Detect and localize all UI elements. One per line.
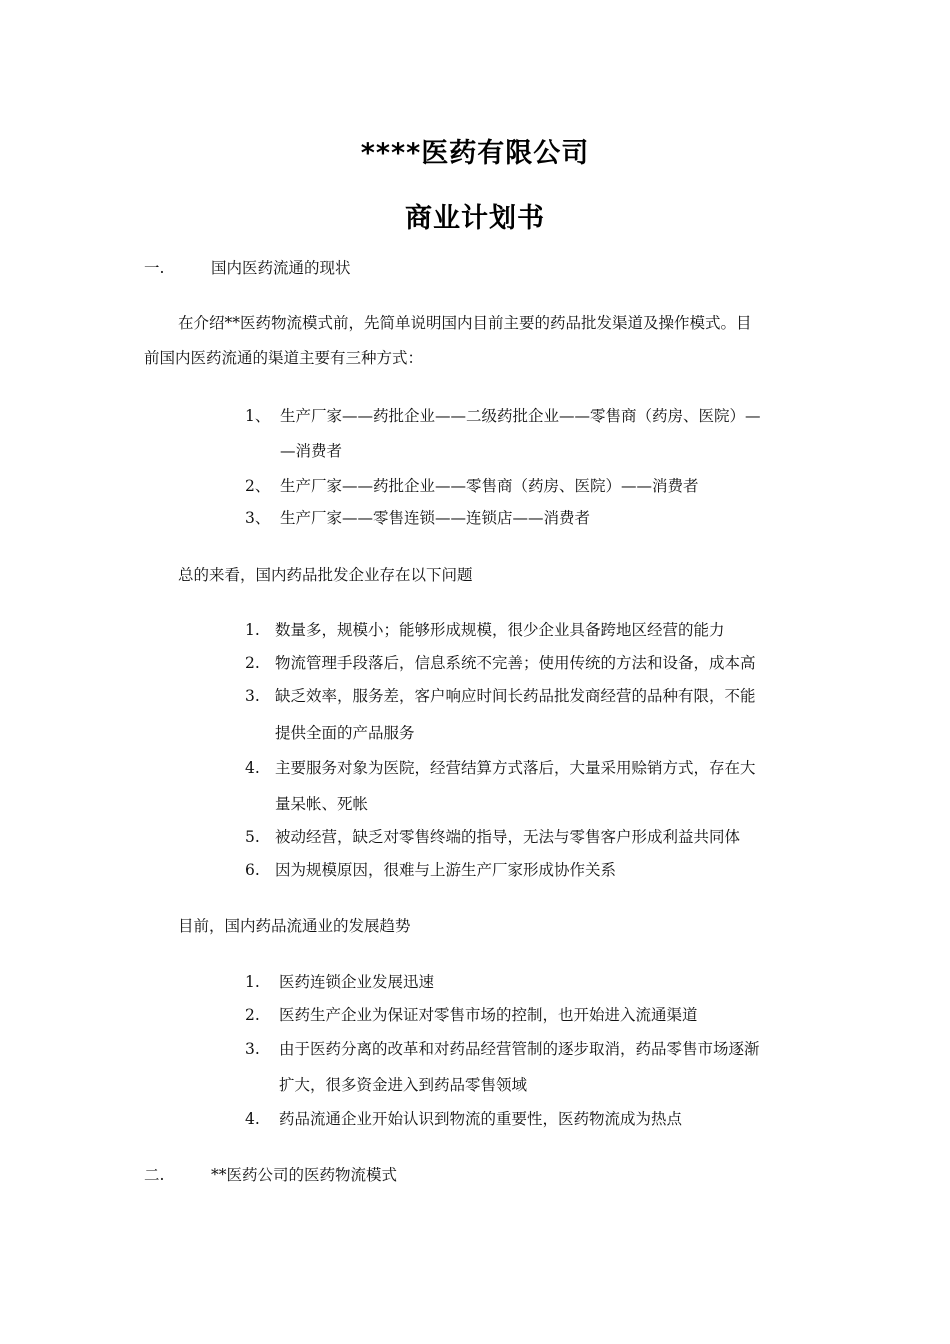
- problem-5-number: 5.: [245, 828, 260, 846]
- problem-3-number: 3.: [245, 687, 260, 705]
- intro-line-1: 在介绍**医药物流模式前，先简单说明国内目前主要的药品批发渠道及操作模式。目: [178, 314, 752, 332]
- problem-3-text: 缺乏效率，服务差，客户响应时间长药品批发商经营的品种有限，不能: [275, 687, 756, 705]
- channel-1-text-cont: —消费者: [280, 442, 343, 460]
- channel-2-text: 生产厂家——药批企业——零售商（药房、医院）——消费者: [280, 477, 699, 495]
- problem-3-text-cont: 提供全面的产品服务: [275, 724, 415, 742]
- channel-3-text: 生产厂家——零售连锁——连锁店——消费者: [280, 509, 591, 527]
- channel-3-number: 3、: [245, 509, 271, 527]
- section-2-heading: **医药公司的医药物流模式: [211, 1166, 398, 1184]
- problem-4-number: 4.: [245, 759, 260, 777]
- document-title: ****医药有限公司: [360, 138, 590, 169]
- channel-1-number: 1、: [245, 407, 271, 425]
- problem-5-text: 被动经营，缺乏对零售终端的指导，无法与零售客户形成利益共同体: [275, 828, 741, 846]
- trend-2-text: 医药生产企业为保证对零售市场的控制，也开始进入流通渠道: [279, 1006, 698, 1024]
- problem-4-text: 主要服务对象为医院，经营结算方式落后，大量采用赊销方式，存在大: [275, 759, 756, 777]
- section-2-number: 二.: [144, 1166, 165, 1184]
- section-1-number: 一.: [144, 259, 165, 277]
- problem-1-number: 1.: [245, 621, 260, 639]
- trend-4-number: 4.: [245, 1110, 260, 1128]
- problem-6-number: 6.: [245, 861, 260, 879]
- trends-intro: 目前，国内药品流通业的发展趋势: [178, 917, 411, 935]
- trend-1-number: 1.: [245, 973, 260, 991]
- trend-4-text: 药品流通企业开始认识到物流的重要性，医药物流成为热点: [279, 1110, 683, 1128]
- section-1-heading: 国内医药流通的现状: [211, 259, 351, 277]
- problem-2-number: 2.: [245, 654, 260, 672]
- problem-2-text: 物流管理手段落后，信息系统不完善；使用传统的方法和设备，成本高: [275, 654, 756, 672]
- intro-line-2: 前国内医药流通的渠道主要有三种方式：: [144, 349, 424, 367]
- channel-2-number: 2、: [245, 477, 271, 495]
- problem-4-text-cont: 量呆帐、死帐: [275, 795, 369, 813]
- trend-3-number: 3.: [245, 1040, 260, 1058]
- trend-3-text: 由于医药分离的改革和对药品经营管制的逐步取消，药品零售市场逐渐: [279, 1040, 760, 1058]
- channel-1-text: 生产厂家——药批企业——二级药批企业——零售商（药房、医院）—: [280, 407, 761, 425]
- problem-1-text: 数量多，规模小；能够形成规模，很少企业具备跨地区经营的能力: [275, 621, 725, 639]
- problems-intro: 总的来看，国内药品批发企业存在以下问题: [178, 566, 473, 584]
- document-subtitle: 商业计划书: [405, 203, 545, 234]
- problem-6-text: 因为规模原因，很难与上游生产厂家形成协作关系: [275, 861, 617, 879]
- trend-3-text-cont: 扩大，很多资金进入到药品零售领域: [279, 1076, 528, 1094]
- trend-2-number: 2.: [245, 1006, 260, 1024]
- trend-1-text: 医药连锁企业发展迅速: [279, 973, 435, 991]
